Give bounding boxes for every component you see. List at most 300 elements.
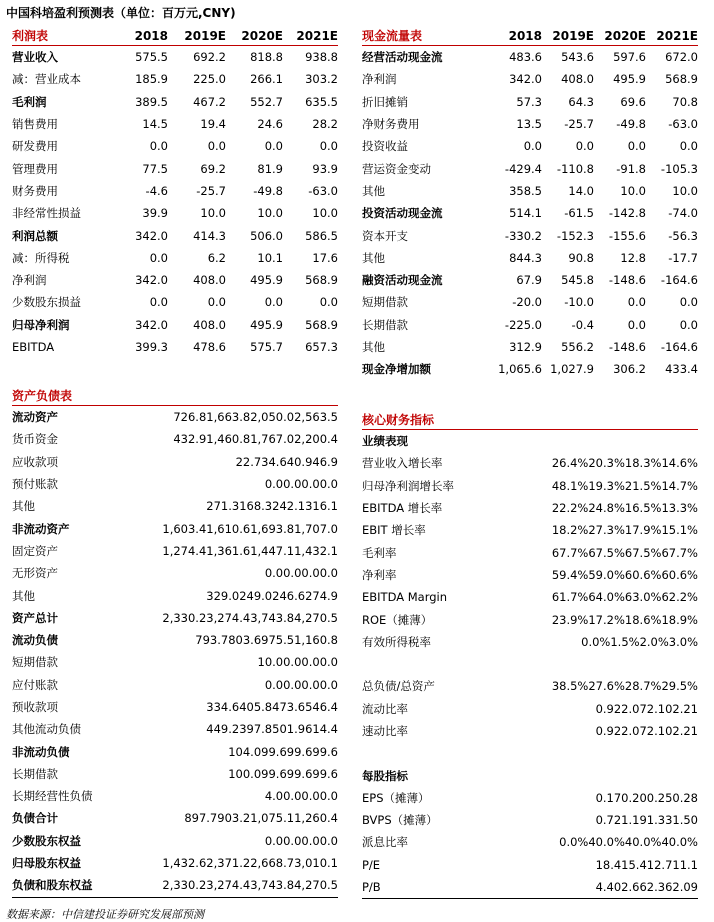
row-value: 1,075.1 <box>250 811 295 826</box>
row-value: 0.0 <box>149 139 168 154</box>
table-row <box>12 269 338 291</box>
row-label: 预付账款 <box>12 477 58 492</box>
table-row <box>362 430 698 452</box>
row-value: 10.0 <box>257 206 283 221</box>
row-value: -63.0 <box>668 117 698 132</box>
table-row <box>12 830 338 852</box>
row-value: 938.8 <box>305 50 338 65</box>
table-row <box>12 874 338 896</box>
row-value: 28.7% <box>624 679 662 694</box>
row-value: 104.0 <box>228 744 262 759</box>
row-value: 28.2 <box>312 117 338 132</box>
row-value: 405.8 <box>239 700 273 714</box>
row-value: 575.7 <box>250 340 283 354</box>
row-value: 342.0 <box>135 273 168 288</box>
row-value: 69.2 <box>200 161 226 176</box>
row-label: 净财务费用 <box>362 117 420 132</box>
row-value: 2.66 <box>621 880 647 895</box>
table-row <box>12 224 338 246</box>
row-value: 495.9 <box>613 72 646 87</box>
row-value: 0.17 <box>595 790 622 805</box>
row-value: -330.2 <box>504 228 542 243</box>
row-value: 0.0 <box>283 833 302 848</box>
table-row <box>362 698 698 720</box>
row-value: 99.6 <box>286 766 313 781</box>
table-row <box>362 291 698 313</box>
table-row <box>12 473 338 495</box>
row-value: 10.0 <box>620 183 646 198</box>
row-value: -49.8 <box>616 117 646 132</box>
row-value: 77.5 <box>142 161 168 176</box>
row-value: 10.1 <box>257 250 283 265</box>
table-row <box>362 269 698 291</box>
table-row <box>362 564 698 586</box>
table-row <box>12 517 338 539</box>
row-value: 657.3 <box>305 340 338 354</box>
row-value: 0.0 <box>264 566 284 581</box>
row-value: 271.3 <box>206 499 240 514</box>
row-value: 0.0 <box>283 655 302 670</box>
row-value: 432.9 <box>173 432 207 447</box>
row-value: 0.0 <box>679 295 698 310</box>
year-header: 2018 <box>134 28 168 43</box>
table-row <box>12 540 338 562</box>
row-value: -63.0 <box>308 183 338 198</box>
row-value: 17.2% <box>588 612 625 627</box>
table-row <box>362 68 698 90</box>
table-row <box>12 406 338 428</box>
row-label: 经营活动现金流 <box>362 50 443 65</box>
row-label: 资产总计 <box>12 610 58 625</box>
row-value: 397.8 <box>239 722 273 737</box>
table-row <box>12 91 338 113</box>
table-row <box>362 314 698 336</box>
row-label: P/E <box>362 857 381 872</box>
row-value: 67.5% <box>588 545 625 560</box>
table-row <box>12 852 338 874</box>
row-value: 19.3% <box>588 478 625 493</box>
left-panel <box>12 26 338 358</box>
row-value: 1,663.8 <box>206 410 251 425</box>
table-row <box>12 46 338 68</box>
row-label: 短期借款 <box>12 655 58 670</box>
row-label: 利润总额 <box>12 228 58 243</box>
row-value: 99.6 <box>261 766 287 781</box>
row-value: 1,707.0 <box>294 521 338 536</box>
row-value: 1.33 <box>646 813 673 828</box>
row-value: 2,668.7 <box>250 856 295 871</box>
table-row <box>12 247 338 269</box>
row-value: -49.8 <box>253 183 283 198</box>
row-value: 0.25 <box>646 790 673 805</box>
row-label: 长期借款 <box>362 317 408 332</box>
row-label: 销售费用 <box>12 117 58 132</box>
row-value: 495.9 <box>250 273 283 288</box>
row-value: 473.6 <box>272 700 306 714</box>
row-value: -105.3 <box>660 161 698 176</box>
row-value: 14.0 <box>568 183 594 198</box>
table-row <box>12 428 338 450</box>
table-row <box>12 740 338 762</box>
row-value: 0.0 <box>319 295 338 310</box>
row-value: 2.21 <box>672 701 698 716</box>
table-row <box>362 180 698 202</box>
row-value: 0.0 <box>319 677 338 692</box>
row-value: 546.4 <box>305 700 338 714</box>
row-value: 21.5% <box>624 478 662 493</box>
row-label: 非经常性损益 <box>12 206 81 221</box>
row-value: 100.0 <box>228 766 262 781</box>
row-value: 81.9 <box>257 161 283 176</box>
row-value: 1,447.1 <box>250 543 295 558</box>
row-value: 15.4 <box>621 857 647 872</box>
row-label: 其他 <box>362 250 385 265</box>
row-value: 60.6% <box>661 567 698 582</box>
row-value: 40.0% <box>588 835 625 850</box>
row-label: EBIT 增长率 <box>362 523 426 538</box>
row-value: 15.1% <box>661 523 698 538</box>
row-value: 246.6 <box>272 588 306 603</box>
row-value: 1,160.8 <box>294 633 338 648</box>
row-value: 1,432.6 <box>162 856 207 871</box>
row-value: 1,361.6 <box>206 543 251 558</box>
row-label: 其他 <box>362 340 385 354</box>
table-row <box>12 807 338 829</box>
row-label: 毛利润 <box>12 94 47 109</box>
table-row <box>362 91 698 113</box>
row-value: 40.0% <box>661 835 698 850</box>
table-row <box>12 314 338 336</box>
row-value: 1.5% <box>610 634 640 649</box>
page-title: 中国科培盈利预测表（单位：百万元,CNY) <box>6 6 236 20</box>
year-header: 2021E <box>656 28 698 43</box>
row-value: 389.5 <box>135 94 168 109</box>
table-row <box>12 696 338 718</box>
row-value: 70.8 <box>672 94 698 109</box>
row-value: 408.0 <box>561 72 594 87</box>
row-value: 67.7% <box>661 545 698 560</box>
row-value: 10.0 <box>200 206 226 221</box>
row-label: 货币资金 <box>12 432 58 447</box>
row-label: 长期经营性负债 <box>12 789 93 804</box>
row-value: -74.0 <box>668 206 698 221</box>
row-label: 流动负债 <box>12 633 58 648</box>
ratios-title: 核心财务指标 <box>362 410 698 430</box>
row-value: 2.21 <box>672 724 698 738</box>
row-value: 495.9 <box>250 317 283 332</box>
ratios-panel <box>362 410 698 899</box>
row-value: -148.6 <box>608 340 646 354</box>
row-label: 固定资产 <box>12 543 58 558</box>
row-value: 433.4 <box>665 362 698 377</box>
balance-table <box>12 406 338 898</box>
row-value: -142.8 <box>608 206 646 221</box>
row-label: 速动比率 <box>362 724 408 738</box>
row-value: 0.20 <box>621 790 647 805</box>
row-value: 0.92 <box>595 724 622 738</box>
table-row <box>12 291 338 313</box>
row-value: 0.0 <box>575 139 594 154</box>
row-value: 19.4 <box>200 117 226 132</box>
table-row <box>362 202 698 224</box>
row-value: -164.6 <box>660 273 698 288</box>
row-label: 研发费用 <box>12 139 58 154</box>
row-value: 93.9 <box>312 161 338 176</box>
row-value: 0.0 <box>679 317 698 332</box>
row-value: 18.9% <box>661 612 698 627</box>
row-value: 4,270.5 <box>294 610 338 625</box>
row-value: 334.6 <box>206 700 240 714</box>
row-value: 597.6 <box>613 50 646 65</box>
row-label: 应收款项 <box>12 454 58 469</box>
row-value: 99.6 <box>312 766 338 781</box>
row-value: 99.6 <box>286 744 313 759</box>
row-value: 4.0 <box>264 789 284 804</box>
row-value: 1.50 <box>672 813 698 828</box>
row-value: 0.0 <box>264 139 283 154</box>
row-value: 18.4 <box>595 857 622 872</box>
row-value: 3,274.4 <box>206 610 251 625</box>
table-row <box>362 452 698 474</box>
row-value: 1,610.6 <box>206 521 251 536</box>
row-label: 净利润 <box>362 72 397 87</box>
table-row <box>12 336 338 358</box>
right-panel <box>362 26 698 380</box>
row-value: 0.0 <box>679 139 698 154</box>
row-value: 225.0 <box>193 72 226 87</box>
row-value: 22.7 <box>235 454 262 469</box>
row-value: 59.0% <box>588 567 625 582</box>
row-value: 0.0 <box>207 139 226 154</box>
row-value: 2.0% <box>639 634 669 649</box>
row-value: 6.2 <box>207 250 226 265</box>
row-label: 短期借款 <box>362 295 408 310</box>
row-value: -152.3 <box>556 228 594 243</box>
row-value: 2,330.2 <box>162 610 207 625</box>
table-row <box>12 202 338 224</box>
row-value: 903.2 <box>217 811 251 826</box>
row-value: 316.1 <box>305 499 338 514</box>
row-value: 4.40 <box>595 880 622 895</box>
row-value: 568.9 <box>305 317 338 332</box>
row-label: 少数股东损益 <box>12 295 81 310</box>
table-row <box>362 876 698 898</box>
row-value: -110.8 <box>556 161 594 176</box>
row-value: 0.0 <box>149 295 168 310</box>
row-label: EBITDA <box>12 340 55 354</box>
row-value: 483.6 <box>509 50 542 65</box>
table-row <box>362 224 698 246</box>
row-value: -25.7 <box>564 117 594 132</box>
table-row <box>12 495 338 517</box>
row-label: 总负债/总资产 <box>362 679 435 694</box>
row-value: 1,460.8 <box>206 432 251 447</box>
table-row <box>362 336 698 358</box>
row-value: 506.0 <box>250 228 283 243</box>
row-value: 242.1 <box>272 499 306 514</box>
row-value: 0.0 <box>319 833 338 848</box>
row-value: 0.0 <box>283 789 302 804</box>
row-value: 408.0 <box>193 317 226 332</box>
row-value: 2.07 <box>621 724 647 738</box>
row-label: 每股指标 <box>362 768 408 783</box>
row-value: 67.7% <box>551 545 589 560</box>
year-header: 2019E <box>552 28 594 43</box>
row-value: 0.0 <box>627 317 646 332</box>
row-label: 负债合计 <box>12 811 58 826</box>
row-value: 57.3 <box>516 94 542 109</box>
income-header <box>12 26 338 46</box>
row-value: 67.5% <box>624 545 662 560</box>
row-label: 归母股东权益 <box>12 856 81 871</box>
row-value: 0.92 <box>595 701 622 716</box>
row-value: 0.0 <box>149 250 168 265</box>
row-label: EPS（摊薄） <box>362 790 430 805</box>
row-label: 归母净利润 <box>12 317 70 332</box>
row-label: 预收款项 <box>12 700 58 714</box>
row-value: 399.3 <box>135 340 168 354</box>
row-value: 556.2 <box>561 340 594 354</box>
row-value: -148.6 <box>608 273 646 288</box>
row-value: 1.19 <box>621 813 647 828</box>
row-value: 11.1 <box>672 857 698 872</box>
table-row <box>362 764 698 786</box>
row-label: 其他流动负债 <box>12 722 81 737</box>
row-value: 22.2% <box>551 501 589 516</box>
row-value: 266.1 <box>250 72 283 87</box>
row-value: 16.5% <box>624 501 662 516</box>
row-value: 329.0 <box>206 588 240 603</box>
row-value: 69.6 <box>620 94 646 109</box>
table-row <box>362 157 698 179</box>
row-value: 467.2 <box>193 94 226 109</box>
row-value: 10.0 <box>672 183 698 198</box>
table-row <box>362 854 698 876</box>
row-value: 29.5% <box>661 679 698 694</box>
row-value: 24.6 <box>257 117 283 132</box>
row-value: 635.5 <box>305 94 338 109</box>
row-value: 1,260.4 <box>294 811 338 826</box>
row-value: -20.0 <box>512 295 542 310</box>
row-label: EBITDA Margin <box>362 590 448 605</box>
row-value: 64.3 <box>568 94 594 109</box>
row-value: 10.0 <box>312 206 338 221</box>
table-row <box>362 519 698 541</box>
table-row <box>362 358 698 380</box>
row-value: 342.0 <box>135 317 168 332</box>
row-value: -10.0 <box>564 295 594 310</box>
row-value: 408.0 <box>193 273 226 288</box>
row-value: 48.1% <box>551 478 589 493</box>
row-value: 0.0 <box>301 477 320 492</box>
table-row <box>12 562 338 584</box>
row-value: -17.7 <box>668 250 698 265</box>
row-value: 14.6% <box>661 456 698 471</box>
table-row <box>12 651 338 673</box>
row-value: 10.0 <box>257 655 284 670</box>
row-value: 0.0 <box>301 655 320 670</box>
row-value: 0.72 <box>595 813 622 828</box>
row-value: 12.7 <box>646 857 673 872</box>
row-value: 358.5 <box>509 183 542 198</box>
table-row <box>362 247 698 269</box>
row-value: 0.0 <box>301 677 320 692</box>
source-note: 数据来源：中信建投证券研究发展部预测 <box>6 908 204 921</box>
row-value: 168.3 <box>239 499 273 514</box>
row-value: 17.6 <box>312 250 338 265</box>
row-value: 975.5 <box>261 633 295 648</box>
table-row <box>12 607 338 629</box>
table-row <box>362 608 698 630</box>
year-header: 2021E <box>296 28 338 43</box>
row-label: ROE（摊薄） <box>362 612 433 627</box>
row-label: 投资活动现金流 <box>362 206 443 221</box>
row-value: 0.0 <box>301 566 320 581</box>
row-value: 27.3% <box>588 523 625 538</box>
row-value: 543.6 <box>561 50 594 65</box>
table-row <box>362 809 698 831</box>
row-value: 0.0 <box>627 139 646 154</box>
row-value: 2.07 <box>621 701 647 716</box>
row-label: EBITDA 增长率 <box>362 501 443 516</box>
cashflow-table <box>362 46 698 380</box>
balance-panel <box>12 386 338 898</box>
row-label: 减：营业成本 <box>12 72 81 87</box>
row-value: 3,010.1 <box>294 856 338 871</box>
table-row <box>12 180 338 202</box>
row-value: 3.0% <box>668 634 698 649</box>
row-value: 586.5 <box>305 228 338 243</box>
row-value: 90.8 <box>568 250 594 265</box>
row-value: 67.9 <box>516 273 542 288</box>
table-row <box>12 584 338 606</box>
row-label: 流动资产 <box>12 410 58 425</box>
row-value: -56.3 <box>668 228 698 243</box>
row-value: 0.0 <box>283 677 302 692</box>
row-label: 折旧摊销 <box>362 94 408 109</box>
table-row <box>362 675 698 697</box>
row-label: 其他 <box>362 183 385 198</box>
row-value: -225.0 <box>504 317 542 332</box>
row-value: 14.5 <box>142 117 168 132</box>
row-value: -4.6 <box>145 183 168 198</box>
row-value: 60.6% <box>624 567 662 582</box>
table-row <box>12 451 338 473</box>
row-value: 575.5 <box>135 50 168 65</box>
row-value: -25.7 <box>196 183 226 198</box>
table-row <box>362 742 698 764</box>
row-value: 40.0% <box>624 835 662 850</box>
row-value: 39.9 <box>142 206 168 221</box>
table-row <box>12 68 338 90</box>
row-value: 0.0 <box>319 789 338 804</box>
table-row <box>362 653 698 675</box>
row-value: 2.10 <box>646 701 673 716</box>
row-value: 1,027.9 <box>550 362 594 377</box>
row-label: 无形资产 <box>12 566 58 581</box>
row-value: 249.0 <box>239 588 273 603</box>
row-value: 40.9 <box>286 454 313 469</box>
row-value: 1,603.4 <box>162 521 207 536</box>
row-value: 38.5% <box>551 679 589 694</box>
table-row <box>12 135 338 157</box>
table-row <box>362 497 698 519</box>
row-label: 融资活动现金流 <box>362 273 443 288</box>
row-value: 1,065.6 <box>498 362 542 377</box>
row-value: 672.0 <box>665 50 698 65</box>
row-label: 营运资金变动 <box>362 161 431 176</box>
row-label: 其他 <box>12 499 35 514</box>
